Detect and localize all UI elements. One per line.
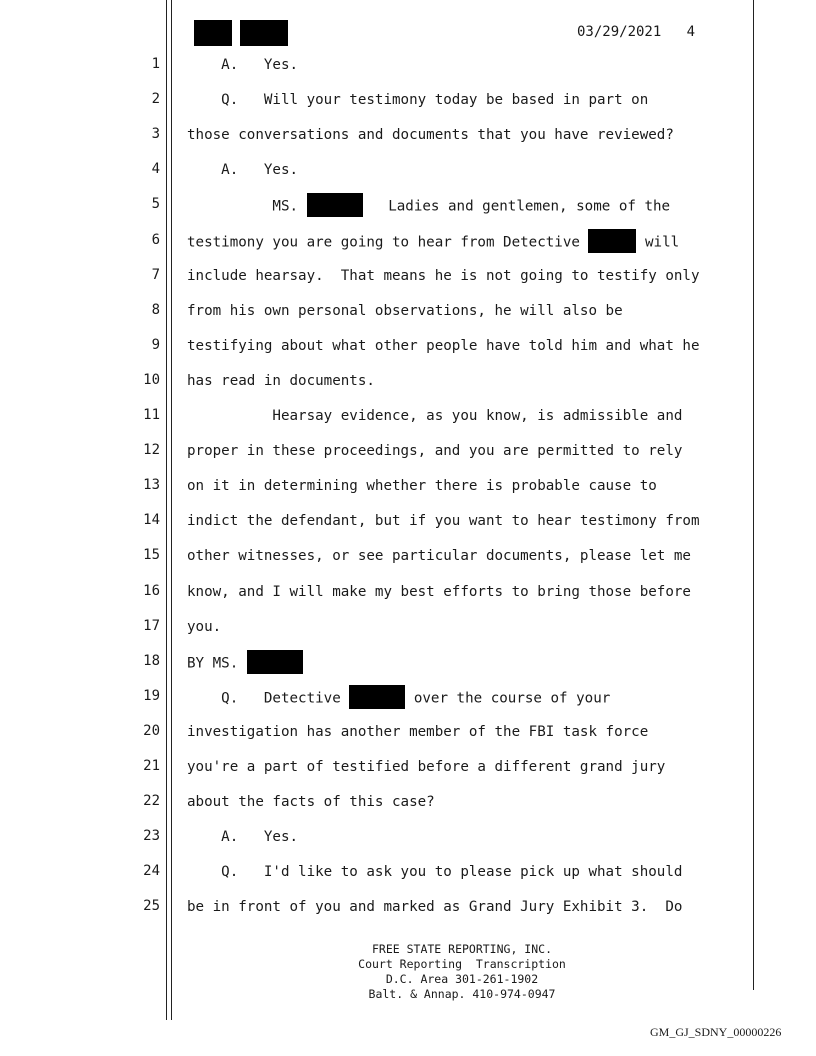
transcript-line <box>187 828 298 846</box>
line-number: 18 <box>143 653 160 669</box>
line-text: A. Yes. <box>187 162 299 178</box>
left-margin-rule <box>166 0 167 1020</box>
transcript-line <box>187 723 648 741</box>
line-text: A. Yes. <box>187 829 299 845</box>
footer-company: FREE STATE REPORTING, INC. <box>371 942 552 956</box>
line-text: from his own personal observations, he will also be <box>187 303 623 319</box>
transcript-line <box>187 547 691 565</box>
header-date: 03/29/2021 <box>577 24 662 40</box>
transcript-line <box>187 758 665 776</box>
line-text: indict the defendant, but if you want to hear testimony from <box>187 513 700 529</box>
line-number: 3 <box>151 126 160 142</box>
line-number: 25 <box>143 898 160 914</box>
bates-number: GM_GJ_SDNY_00000226 <box>650 1025 782 1039</box>
line-text: proper in these proceedings, and you are permitted to rely <box>187 443 683 459</box>
line-text: A. Yes. <box>187 57 299 73</box>
line-text: you're a part of testified before a different grand jury <box>187 759 666 775</box>
line-number: 2 <box>151 91 160 107</box>
line-number: 13 <box>143 477 160 493</box>
footer-phone-dc: D.C. Area 301-261-1902 <box>385 972 539 986</box>
transcript-line <box>187 442 682 460</box>
line-text: be in front of you and marked as Grand Jury Exhibit 3. Do <box>187 899 683 915</box>
line-text: testifying about what other people have told him and what he <box>187 338 700 354</box>
line-text: other witnesses, or see particular documents, please let me <box>187 548 691 564</box>
transcript-line <box>187 267 700 285</box>
line-text: know, and I will make my best efforts to bring those before <box>187 584 691 600</box>
transcript-line <box>187 653 303 674</box>
header-page-number: 4 <box>686 24 696 40</box>
reporter-footer <box>272 942 652 1002</box>
line-text: Q. Detective <box>187 690 350 707</box>
line-number: 16 <box>143 583 160 599</box>
line-number: 21 <box>143 758 160 774</box>
redaction-block <box>349 685 405 709</box>
line-number: 10 <box>143 372 160 388</box>
line-text: include hearsay. That means he is not going to testify only <box>187 268 700 284</box>
line-number: 15 <box>143 547 160 563</box>
transcript-line <box>187 688 610 709</box>
transcript-line <box>187 512 700 530</box>
redaction-block <box>588 229 636 253</box>
line-number: 14 <box>143 512 160 528</box>
header-redaction-block <box>240 20 288 46</box>
line-text: Ladies and gentlemen, some of the <box>362 198 671 215</box>
transcript-line <box>187 583 691 601</box>
redaction-block <box>307 193 363 217</box>
line-text: investigation has another member of the FBI task force <box>187 724 649 740</box>
line-text: Q. I'd like to ask you to please pick up what should <box>187 864 683 880</box>
transcript-line <box>187 793 435 811</box>
line-number: 22 <box>143 793 160 809</box>
footer-phone-balt: Balt. & Annap. 410-974-0947 <box>368 987 556 1001</box>
header-date-page <box>577 24 695 40</box>
line-text: on it in determining whether there is probable cause to <box>187 478 657 494</box>
transcript-line <box>187 302 623 320</box>
header-redaction-block <box>194 20 232 46</box>
redaction-block <box>247 650 303 674</box>
transcript-line <box>187 232 679 253</box>
line-text: about the facts of this case? <box>187 794 435 810</box>
line-number: 20 <box>143 723 160 739</box>
line-number: 1 <box>151 56 160 72</box>
transcript-line <box>187 337 700 355</box>
line-number: 9 <box>151 337 160 353</box>
line-text: will <box>636 234 680 251</box>
left-margin-rule-inner <box>171 0 172 1020</box>
transcript-line <box>187 863 682 881</box>
line-text: over the course of your <box>405 690 611 707</box>
line-number: 24 <box>143 863 160 879</box>
line-number: 12 <box>143 442 160 458</box>
transcript-line <box>187 898 682 916</box>
line-number: 5 <box>151 196 160 212</box>
transcript-line <box>187 407 682 425</box>
line-number: 23 <box>143 828 160 844</box>
line-number: 4 <box>151 161 160 177</box>
transcript-line <box>187 161 298 179</box>
line-text: has read in documents. <box>187 373 375 389</box>
transcript-line <box>187 126 674 144</box>
page-header <box>194 18 734 46</box>
footer-service: Court Reporting Transcription <box>358 957 566 971</box>
line-text: you. <box>187 619 222 635</box>
line-number: 19 <box>143 688 160 704</box>
transcript-line <box>187 618 221 636</box>
transcript-line <box>187 372 375 390</box>
line-text: Q. Will your testimony today be based in part on <box>187 92 649 108</box>
transcript-line <box>187 56 298 74</box>
line-number: 8 <box>151 302 160 318</box>
line-text: testimony you are going to hear from Detective <box>187 234 589 251</box>
line-text: BY MS. <box>187 655 247 672</box>
line-number: 11 <box>143 407 160 423</box>
transcript-line <box>187 91 648 109</box>
right-margin-rule <box>753 0 754 990</box>
line-number: 6 <box>151 232 160 248</box>
line-number: 17 <box>143 618 160 634</box>
transcript-line <box>187 196 670 217</box>
transcript-line <box>187 477 657 495</box>
line-number: 7 <box>151 267 160 283</box>
line-text: Hearsay evidence, as you know, is admissible and <box>187 408 683 424</box>
line-text: those conversations and documents that you have reviewed? <box>187 127 674 143</box>
line-text: MS. <box>187 198 307 215</box>
